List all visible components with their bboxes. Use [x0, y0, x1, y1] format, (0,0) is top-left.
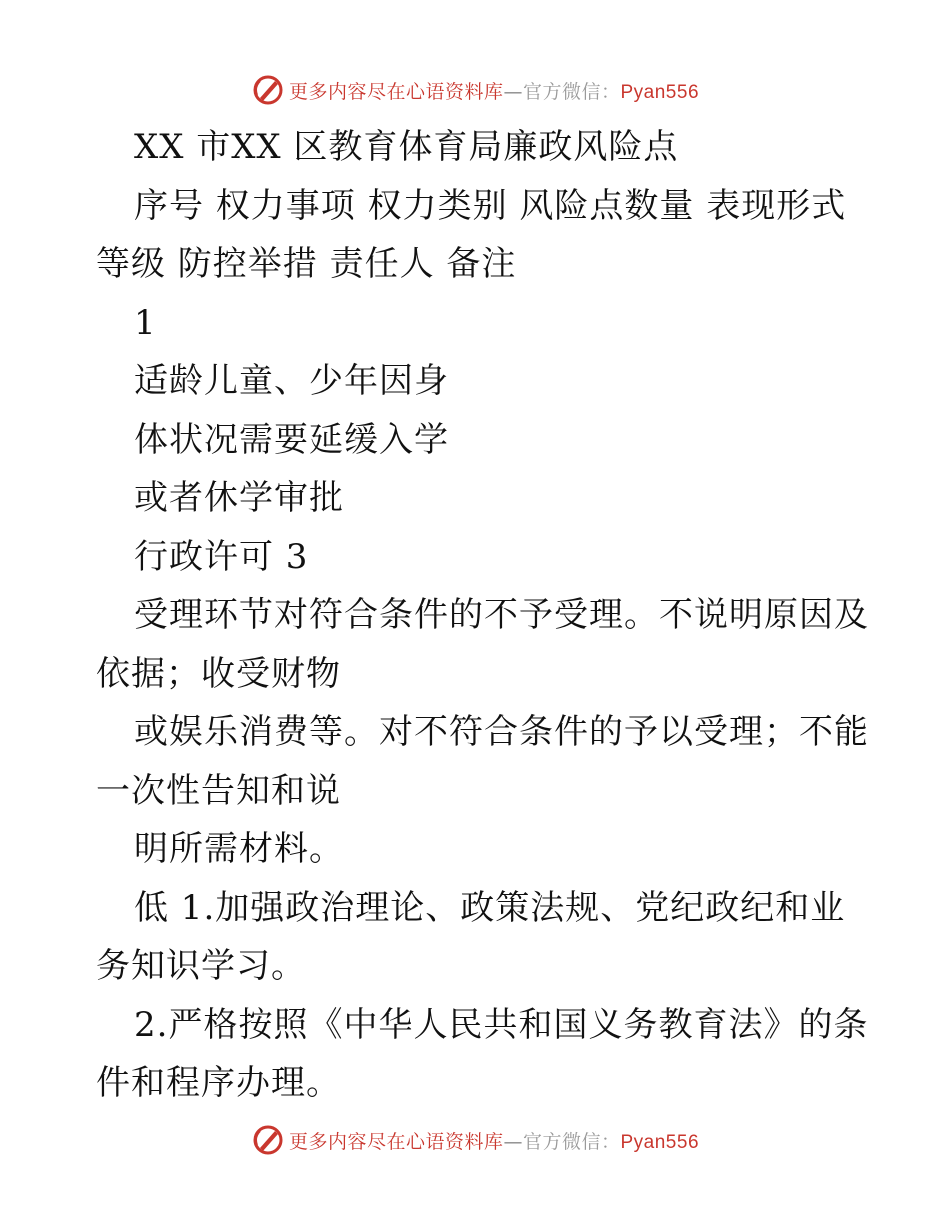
watermark-footer [0, 1122, 950, 1158]
risk-description-line: 明所需材料。 [134, 829, 344, 869]
pen-circle-logo-icon [251, 73, 285, 107]
risk-description-line: 一次性告知和说 [96, 770, 341, 811]
document-title: XX 市XX 区教育体育局廉政风险点 [134, 127, 679, 167]
risk-description-line: 受理环节对符合条件的不予受理。不说明原因及 [134, 595, 869, 635]
table-header-line: 序号 权力事项 权力类别 风险点数量 表现形式 [134, 185, 847, 226]
row-number: 1 [134, 302, 157, 343]
pen-circle-logo-icon [251, 1123, 285, 1157]
power-item-line: 或者休学审批 [134, 478, 344, 518]
control-measure-line: 低 1.加强政治理论、政策法规、党纪政纪和业 [134, 887, 846, 928]
watermark-text: 更多内容尽在心语资料库—官方微信：Pyan556 [288, 80, 700, 103]
control-measure-line: 2.严格按照《中华人民共和国义务教育法》的条 [134, 1004, 869, 1045]
power-item-line: 适龄儿童、少年因身 [134, 361, 449, 401]
document-body [96, 118, 869, 1113]
risk-description-line: 或娱乐消费等。对不符合条件的予以受理；不能 [134, 712, 869, 752]
watermark-header [0, 72, 950, 108]
risk-description-line: 依据；收受财物 [96, 653, 341, 694]
control-measure-line: 务知识学习。 [96, 946, 306, 986]
watermark-text: 更多内容尽在心语资料库—官方微信：Pyan556 [288, 1130, 700, 1153]
table-header-line-cont: 等级 防控举措 责任人 备注 [96, 244, 517, 284]
power-category-line: 行政许可 3 [134, 536, 309, 577]
control-measure-line: 件和程序办理。 [96, 1063, 341, 1103]
power-item-line: 体状况需要延缓入学 [134, 419, 449, 460]
